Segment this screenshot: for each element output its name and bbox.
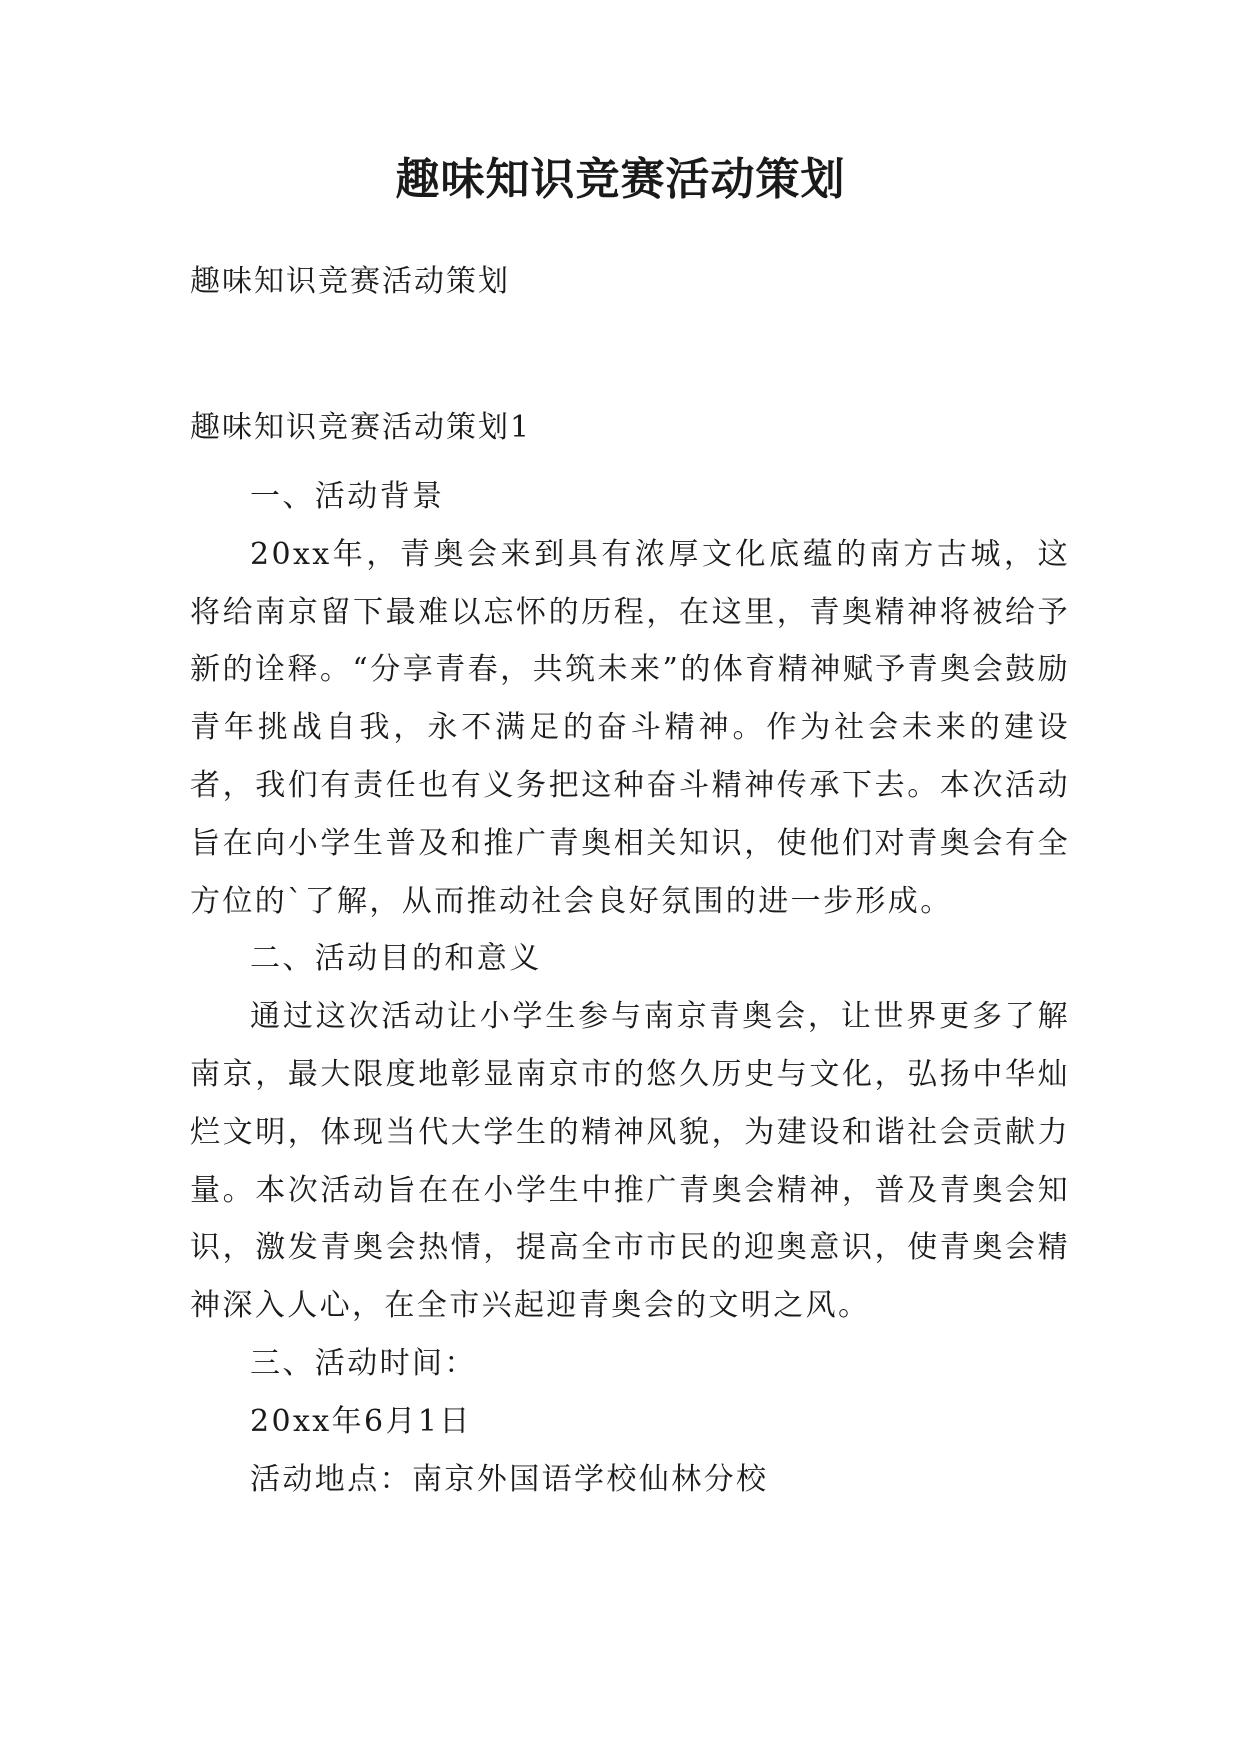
event-location: 活动地点：南京外国语学校仙林分校 [250, 1461, 769, 1497]
heading-time: 三、活动时间： [250, 1345, 477, 1381]
section-title: 趣味知识竞赛活动策划1 [190, 410, 532, 445]
heading-background: 一、活动背景 [250, 479, 445, 514]
document-subtitle: 趣味知识竞赛活动策划 [190, 264, 510, 299]
event-date: 20xx年6月1日 [250, 1403, 472, 1439]
paragraph-background: 20xx年，青奥会来到具有浓厚文化底蕴的南方古城，这将给南京留下最难以忘怀的历程，在这里，青奥精神将被给予新的诠释。“分享青春，共筑未来”的体育精神赋予青奥会鼓励青年挑战自我，永不满足的奋斗精神。作为社会未来的建设者，我们有责任也有义务把这种奋斗精神传承下去。本次活动旨在向小学生普及和推广青奥相关知识，使他们对青奥会有全方位的`了解，从而推动社会良好氛围的进一步形成。 [190, 536, 1070, 919]
paragraph-purpose: 通过这次活动让小学生参与南京青奥会，让世界更多了解南京，最大限度地彰显南京市的悠久历史与文化，弘扬中华灿烂文明，体现当代大学生的精神风貌，为建设和谐社会贡献力量。本次活动旨在在小学生中推广青奥会精神，普及青奥会知识，激发青奥会热情，提高全市市民的迎奥意识，使青奥会精神深入人心，在全市兴起迎青奥会的文明之风。 [190, 999, 1070, 1324]
document-title: 趣味知识竞赛活动策划 [395, 154, 846, 205]
heading-purpose: 二、活动目的和意义 [250, 941, 542, 977]
document-body [190, 468, 1070, 1508]
